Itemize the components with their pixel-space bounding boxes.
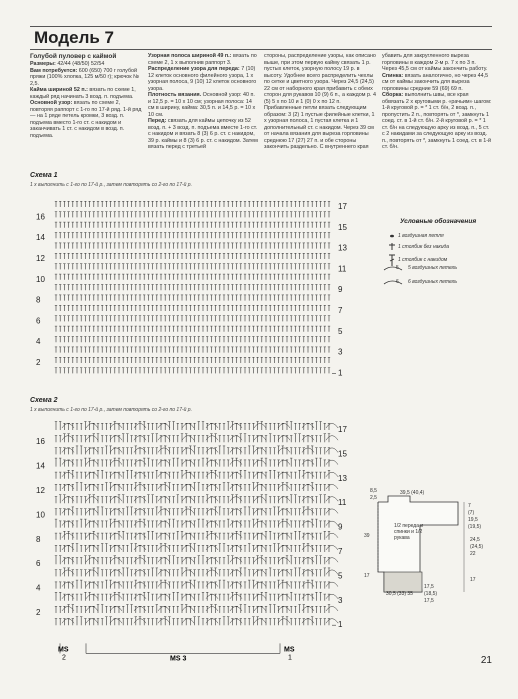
chain-arch <box>158 497 170 501</box>
chain-arch <box>86 607 98 611</box>
row-number: 16 <box>36 212 45 222</box>
row-number: 3 <box>338 595 343 605</box>
dim-top: 39,5 (40,4) <box>400 490 425 496</box>
chain-arch <box>110 594 122 598</box>
chain-arch <box>254 509 266 513</box>
chain-arch <box>326 558 338 562</box>
chain-arch <box>158 582 170 586</box>
row-number: 5 <box>338 326 343 336</box>
chain-arch <box>278 546 290 550</box>
chain-arch <box>278 607 290 611</box>
row-number: 3 <box>338 347 343 357</box>
ms-left-num: 2 <box>62 654 66 662</box>
chain-arch <box>158 436 170 440</box>
distribution-label: Распределение узора для переда: <box>148 66 240 72</box>
chain-arch <box>230 521 242 525</box>
chain-arch <box>254 619 266 623</box>
chain-arch <box>110 509 122 513</box>
row-number: 15 <box>338 222 347 232</box>
dim-right-3: 19,5 <box>468 517 478 523</box>
dim-39: 39 <box>364 533 370 539</box>
chain-arch <box>254 485 266 489</box>
chain-arch <box>230 460 242 464</box>
chain-arch <box>278 448 290 452</box>
chain-arch <box>182 448 194 452</box>
row-number: 6 <box>36 559 41 569</box>
chain-arch <box>182 472 194 476</box>
dim-right-5: 24,5 <box>470 537 480 543</box>
chain-arch <box>206 472 218 476</box>
chain-arch <box>182 546 194 550</box>
chain-arch <box>278 619 290 623</box>
row-number: 1 <box>338 368 343 378</box>
chain-arch <box>86 485 98 489</box>
row-number: 13 <box>338 473 347 483</box>
chain-arch <box>158 546 170 550</box>
chain-arch <box>230 472 242 476</box>
chain-arch <box>86 448 98 452</box>
row-number: 8 <box>36 534 41 544</box>
chain-arch <box>230 582 242 586</box>
row-number: 17 <box>338 202 347 211</box>
chain-arch <box>254 607 266 611</box>
chain-arch <box>254 448 266 452</box>
row-number: 8 <box>36 295 41 305</box>
ms-right-label: MS <box>284 646 295 654</box>
front-label: Перед: <box>148 118 167 124</box>
legend-title: Условные обозначения <box>400 218 477 225</box>
row-number: 4 <box>36 583 41 593</box>
border-label: Кайма шириной 52 п.: <box>30 87 88 93</box>
size-label: Размеры: <box>30 61 56 67</box>
chain-arch <box>326 521 338 525</box>
chain-arch <box>206 485 218 489</box>
chain-arch <box>230 485 242 489</box>
assembly-value: выполнить швы, все края обвязать 2 х круговыми р. «рачьим» шагом: 1-й круговой р. = * 1 ст. б/н, 2 возд. п., пропустить 2 п., повторять от *, замкнуть 1 соед. ст. в 1-й ст. б/н. 2-й круговой р. = * 1 ст. б/н на следующую арку из возд. п., 5 ст. с 2 накидами за следующую арку из возд. п., повторять от *, замкнуть 1 соед. ст. в 1-й ст. б/н. <box>382 92 492 150</box>
dim-right-6: (24,5) <box>470 544 484 550</box>
chain-arch <box>62 424 74 428</box>
dim-bottom-r2: (18,5) <box>424 591 438 597</box>
row-number: 6 <box>36 316 41 326</box>
chain-arch <box>278 570 290 574</box>
chain-arch <box>230 607 242 611</box>
chain-arch <box>206 436 218 440</box>
chain-arch <box>254 594 266 598</box>
chain-arch <box>230 594 242 598</box>
chain-arch <box>62 594 74 598</box>
front-continued: стороны, распределение узоры, как описано выше, при этом первую кайму связать 1 р. пустых клеток, узорную полосу 19 р. в высоту. Удобнее всего распределить чехлы по сетке и цветного узора. Через 24,5 (24,5) 22 см от наборного края прибавить с обеих сторон для рукавов 10 (9) 6 п., а каждом р. 4 (5) 5 х по 10 и 1 (0) 0 х по 12 п. Прибавленные петли вязать следующим образом: 3 (2) 1 пустые филейные клетки, 1 х узорная полоса, 1 пустая клетка и 1 дополнительный ст. с накидом. Через 39 см от начала вязания для выреза горловины среднюю 17 (27) 27 п. и обе стороны закончить раздельно. С внутреннего края <box>264 53 376 150</box>
row-number: 9 <box>338 522 343 532</box>
chain-arch <box>62 582 74 586</box>
row-number: 14 <box>36 461 45 471</box>
ms-left-label: MS <box>58 646 69 654</box>
chain-arch <box>326 570 338 574</box>
scheme1-title: Схема 1 <box>30 172 58 179</box>
chain-arch <box>326 594 338 598</box>
chain-arch <box>182 424 194 428</box>
chain-arch <box>278 594 290 598</box>
scheme1-note: 1 х выполнить с 1-го по 17-й р., затем повторять со 2-го по 17-й р. <box>30 182 192 188</box>
chain-arch <box>86 546 98 550</box>
dim-bottom-r3: 17,5 <box>424 598 434 604</box>
chain-arch <box>86 619 98 623</box>
dim-right-8: 17 <box>470 577 476 583</box>
scheme2-title: Схема 2 <box>30 397 58 404</box>
chain-arch <box>86 594 98 598</box>
chain-arch <box>254 497 266 501</box>
chain-arch <box>182 582 194 586</box>
chain-arch <box>230 497 242 501</box>
legend-item-chain: 1 воздушная петля <box>398 233 444 239</box>
chain-arch <box>254 533 266 537</box>
back-label: Спинка: <box>382 72 404 79</box>
chain-arch <box>62 448 74 452</box>
chain-arch <box>326 485 338 489</box>
row-number: 1 <box>338 620 343 630</box>
scheme2-note: 1 х выполнить с 1-го по 17-й р., затем повторять со 2-го по 17-й р. <box>30 407 192 413</box>
chain-arch <box>86 570 98 574</box>
row-number: 16 <box>36 437 45 447</box>
chain-arch <box>158 558 170 562</box>
dim-right-7: 22 <box>470 551 476 557</box>
chain-arch <box>110 582 122 586</box>
chain-arch <box>230 509 242 513</box>
chain-arch <box>182 509 194 513</box>
chain-arch <box>110 448 122 452</box>
chain-arch <box>230 546 242 550</box>
stripe-value: вязать по схеме 2, 1 х выполнив раппорт 3. <box>148 53 257 66</box>
chain-arch <box>86 582 98 586</box>
row-number: 11 <box>338 498 347 508</box>
chain-arch <box>110 546 122 550</box>
border-value: вязать по схеме 1, каждый ряд начинать 3 возд. п. подъема. <box>30 87 136 100</box>
ms-right-num: 1 <box>288 654 292 662</box>
front-value: связать для каймы цепочку из 52 возд. п. + 3 возд. п. подъема вместе 1-го ст. с накидом и вязать 8 (3) 6 р. ст. с накидом, 39 р. каймы и 8 (3) 6 р. ст. с накидом. Затем вязать перед с третьей <box>148 118 258 150</box>
chain-arch <box>110 460 122 464</box>
chain-arch <box>326 533 338 537</box>
chain-arch <box>158 424 170 428</box>
text-column-3 <box>264 53 376 151</box>
chain-arch <box>278 533 290 537</box>
chain-arch <box>254 558 266 562</box>
chain-arch <box>158 521 170 525</box>
chain-arch <box>62 558 74 562</box>
materials-label: Вам потребуется: <box>30 67 78 74</box>
chain-arch <box>158 448 170 452</box>
chain-arch <box>110 472 122 476</box>
chain-arch <box>86 558 98 562</box>
chain-arch <box>254 424 266 428</box>
chain-arch <box>86 472 98 476</box>
chain-arch <box>62 546 74 550</box>
chain-arch <box>86 521 98 525</box>
chain-arch <box>110 619 122 623</box>
chain-arch <box>158 594 170 598</box>
scheme1-chart <box>30 193 360 383</box>
dim-bottom: 30,5 (33) 35 <box>386 591 413 597</box>
chain-arch <box>278 424 290 428</box>
chain-arch <box>110 570 122 574</box>
chain-arch <box>206 582 218 586</box>
distribution-value: 7 (10) 12 клеток основного филейного узора, 1 х узорная полоса, 9 (10) 12 клеток основного узора. <box>148 66 257 92</box>
chain-arch <box>158 460 170 464</box>
chain-arch <box>62 607 74 611</box>
row-number: 5 <box>338 571 343 581</box>
chain-arch <box>206 521 218 525</box>
row-number: 14 <box>36 233 45 243</box>
chain-arch <box>62 485 74 489</box>
row-number: 13 <box>338 243 347 253</box>
gauge-value: Основной узор: 40 п. и 12,5 р. = 10 х 10 см; узорная полоса: 14 см в ширину, кайма: 30,5 п. и 14,5 р. = 10 х 10 см. <box>148 92 256 118</box>
pattern-heading: Голубой пуловер с каймой <box>30 53 117 60</box>
chain-arch <box>206 546 218 550</box>
chain-arch <box>326 582 338 586</box>
chain-arch <box>326 607 338 611</box>
chain-arch <box>254 460 266 464</box>
chain-arch <box>86 460 98 464</box>
chain-arch <box>278 472 290 476</box>
chain-arch <box>62 460 74 464</box>
dim-right-2: (7) <box>468 510 475 516</box>
chain-arch <box>182 533 194 537</box>
chain-arch <box>254 521 266 525</box>
chain-arch <box>278 460 290 464</box>
chain-arch <box>326 448 338 452</box>
chain-arch <box>110 521 122 525</box>
gauge-label: Плотность вязания. <box>148 92 202 98</box>
chain-arch <box>278 485 290 489</box>
chain-arch <box>326 424 338 428</box>
text-column-4 <box>382 53 492 151</box>
chain-arch <box>230 570 242 574</box>
row-number: 10 <box>36 510 45 520</box>
chain-arch <box>110 485 122 489</box>
row-number: 15 <box>338 449 347 459</box>
hem-label: 17 <box>364 573 370 579</box>
chain-arch <box>182 607 194 611</box>
chain-arch <box>326 497 338 501</box>
chain-arch <box>62 436 74 440</box>
chain-arch <box>326 546 338 550</box>
legend-item-ch5: 5 воздушных петель <box>408 265 458 271</box>
garment-schematic <box>360 480 510 630</box>
materials-value: 600 (650) 700 г голубой пряжи (100% хлопка, 125 м/50 г); крючок № 2,5. <box>30 67 139 87</box>
legend-num-6: 6 <box>396 279 399 285</box>
chain-arch <box>278 521 290 525</box>
chain-arch <box>206 448 218 452</box>
chain-arch <box>254 546 266 550</box>
chain-arch <box>110 497 122 501</box>
chain-arch <box>110 607 122 611</box>
main-pattern-label: Основной узор: <box>30 100 73 106</box>
chain-arch <box>182 594 194 598</box>
chain-arch <box>182 521 194 525</box>
chain-arch <box>278 436 290 440</box>
chain-arch <box>62 497 74 501</box>
size-value: 42/44 (48/50) 52/54 <box>57 61 105 67</box>
chain-arch <box>86 497 98 501</box>
chain-arch <box>182 497 194 501</box>
row-number: 10 <box>36 274 45 284</box>
row-number: 7 <box>338 306 343 315</box>
chain-arch <box>254 570 266 574</box>
chain-arch <box>326 509 338 513</box>
schematic-label: 1/2 переда и спинки и 1/2 рукава <box>394 523 424 541</box>
chain-arch <box>158 472 170 476</box>
chain-symbol-icon <box>390 235 394 238</box>
dim-left-1: 8,5 <box>370 488 377 494</box>
stripe-label: Узорная полоса шириной 49 п.: <box>148 53 232 59</box>
chain-arch <box>230 448 242 452</box>
chain-arch <box>230 436 242 440</box>
chain-arch <box>206 497 218 501</box>
chain-arch <box>62 521 74 525</box>
main-pattern-value: вязать по схеме 2, повторяя раппорт с 1-го по 17-й ряд. 1-й ряд — на 1 ряде петель кромки, 3 возд. п. подъема вместо 1-го ст. с накидом и заканчивать 1 ст. с накидом в возд. п. подъема. <box>30 100 142 139</box>
row-number: 11 <box>338 264 347 274</box>
chain-arch <box>278 558 290 562</box>
chain-arch <box>326 472 338 476</box>
dim-left-2: 2,5 <box>370 495 377 501</box>
row-number: 2 <box>36 608 41 617</box>
dim-bottom-r1: 17,5 <box>424 584 434 590</box>
chain-arch <box>182 558 194 562</box>
chain-arch <box>254 582 266 586</box>
chain-arch <box>206 424 218 428</box>
chain-arch <box>230 619 242 623</box>
chain-arch <box>62 472 74 476</box>
ms-mid-label: MS 3 <box>170 655 187 663</box>
chain-arch <box>230 424 242 428</box>
chain-arch <box>110 533 122 537</box>
legend-item-ch6: 6 воздушных петель <box>408 279 458 285</box>
chain-arch <box>326 436 338 440</box>
chain-arch <box>326 460 338 464</box>
chain-arch <box>230 533 242 537</box>
row-number: 4 <box>36 337 41 347</box>
chain-arch <box>158 570 170 574</box>
legend-item-dc: 1 столбик с накидом <box>398 257 448 263</box>
text-column-1 <box>30 53 142 139</box>
chain-arch <box>278 582 290 586</box>
chain-arch <box>182 619 194 623</box>
row-number: 9 <box>338 285 343 295</box>
page-number: 21 <box>480 655 492 666</box>
row-number: 7 <box>338 547 343 556</box>
chain-arch <box>158 619 170 623</box>
chain-arch <box>206 460 218 464</box>
chain-arch <box>206 570 218 574</box>
chain-arch <box>62 619 74 623</box>
chain-arch <box>206 509 218 513</box>
chain-arch <box>86 533 98 537</box>
dim-right-1: 7 <box>468 503 471 509</box>
legend-item-sc: 1 столбик без накида <box>398 244 450 250</box>
assembly-label: Сборка: <box>382 92 404 98</box>
chain-arch <box>86 509 98 513</box>
chain-arch <box>110 436 122 440</box>
chain-arch <box>278 497 290 501</box>
text-column-2 <box>148 53 258 151</box>
chain-arch <box>206 558 218 562</box>
chain-arch <box>206 594 218 598</box>
chain-arch <box>182 570 194 574</box>
chain-arch <box>230 558 242 562</box>
row-number: 17 <box>338 425 347 434</box>
chain-arch <box>182 436 194 440</box>
model-title: Модель 7 <box>34 28 114 47</box>
chain-arch <box>62 533 74 537</box>
chain-arch <box>182 460 194 464</box>
chain-arch <box>254 472 266 476</box>
ch6-symbol-icon <box>384 281 402 284</box>
chain-arch <box>62 570 74 574</box>
chain-arch <box>206 533 218 537</box>
chain-arch <box>86 436 98 440</box>
chain-arch <box>158 485 170 489</box>
chain-arch <box>182 485 194 489</box>
dim-right-4: (19,5) <box>468 524 482 530</box>
chain-arch <box>86 424 98 428</box>
model-header <box>30 26 492 50</box>
back-value: вязать аналогично, но через 44,5 см от каймы закончить для выреза горловины средние 59 (69) 69 п. <box>382 72 489 92</box>
chain-arch <box>206 619 218 623</box>
chain-arch <box>278 509 290 513</box>
chain-arch <box>158 509 170 513</box>
legend-num-5: 5 <box>396 265 399 271</box>
chain-arch <box>62 509 74 513</box>
chain-arch <box>254 436 266 440</box>
scheme2-chart <box>30 416 360 663</box>
chain-arch <box>110 424 122 428</box>
neckline-text: убавить для закругленного выреза горловины в каждом 2-м р. 7 х по 3 п. Через 45,5 см от каймы закончить работу. <box>382 53 488 72</box>
row-number: 12 <box>36 254 45 263</box>
chain-arch <box>158 607 170 611</box>
row-number: 2 <box>36 358 41 367</box>
chain-arch <box>158 533 170 537</box>
chain-arch <box>326 619 338 623</box>
row-number: 12 <box>36 486 45 495</box>
chain-arch <box>206 607 218 611</box>
ch5-symbol-icon <box>384 267 402 270</box>
garment-hem <box>384 572 422 592</box>
chain-arch <box>110 558 122 562</box>
